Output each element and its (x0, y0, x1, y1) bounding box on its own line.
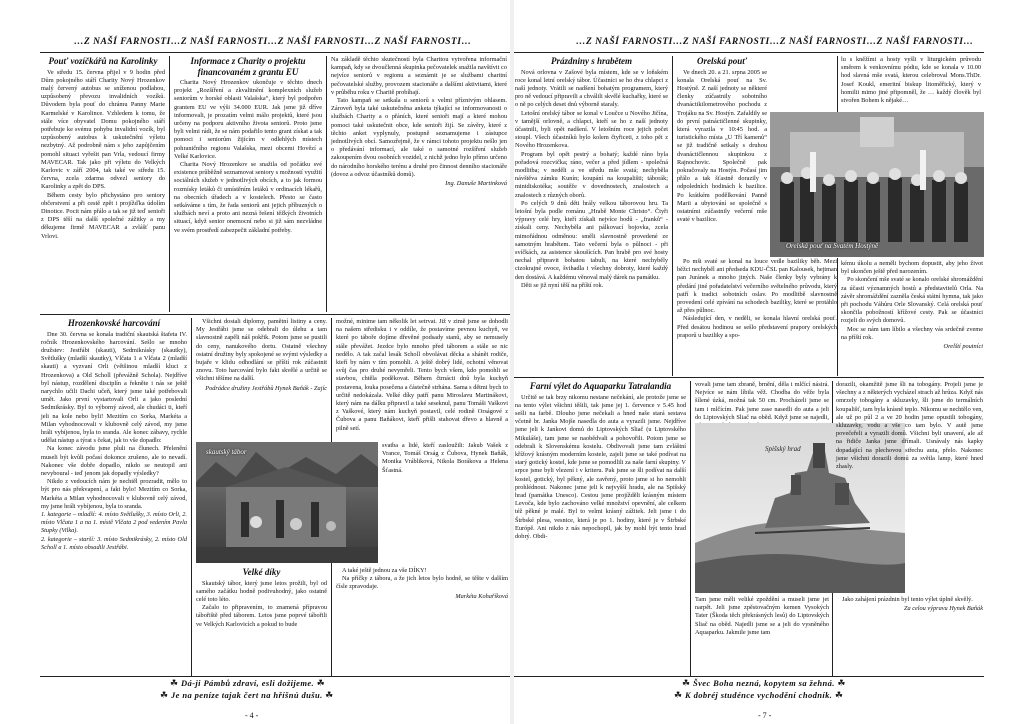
paragraph: A také ještě jednou za vše DÍKY! (342, 567, 427, 574)
article-harcovani-continued (196, 318, 327, 438)
paragraph: Tato kampaň se setkala u seniorů s velmi příznivým ohlasem. Zároveň byla také uskutečněna anketa týkající se informovanosti o službách Charity a o přáních, které senioři mají a které mohou pomoci také uskutečnit obce, kde senioři žijí. Se závěry, které z těchto anket vyplynuly, postupně seznamujeme i zástupce jednotlivých obcí. Samozřejmě, že v rámci tohoto projektu nešlo jen o předávání informací, ale také o samotné rozšíření služeb zakoupením dvou osobních vozidel, z nichž jedno bylo přímo určeno do národního horského terénu a druhé pro činnost denního stacionáře (dovoz a odvoz účastníků domů). (331, 97, 507, 178)
footer-proverb: ☘ K dobréj studénce vychodění chodník. ☘ (674, 690, 844, 700)
column-divider (169, 56, 170, 312)
column-divider (690, 381, 691, 676)
paragraph: Po mši svaté se konal na louce vedle baziliky běh. Mezi běžci nechyběl ani předseda KDU-ČSL pan Kalousek, hejtman pan Juránek a mnoho jiných. Naše členky byly vybrány k předání jiné pořadatelství večerního světelného průvodu, který patří k tradici sobotních oslav. Po modlitbě slavnostně provedení celé zpívání na schodech baziliky, které se protáhlo až přes půlnoc. (677, 258, 837, 315)
right-page (512, 0, 1024, 724)
paragraph: Charita Nový Hrozenkov se snažila od počátku své existence průběžně seznamovat seniory s možností využití sociálních služeb v jednotlivých obcích, a to jak formou rozmísky letáků či umístěním letáků v ordinacích lékařů, na obecních úřadech a v kostelech. Přesto se často setkáváme s tím, že řada seniorů ani jejich příbuzných o službách neví a proto ani nezná řešení těžkých životních situací, když senior onemocní nebo si již sám nezvládne ve svém prostředí zabezpečit základní potřeby. (174, 161, 322, 234)
clover-icon: ☘ (170, 678, 179, 688)
article-title: Prázdniny s hrabětem (550, 56, 632, 66)
header-rule (514, 52, 984, 53)
photo-image (196, 442, 378, 563)
column-divider (326, 56, 327, 312)
paragraph: Program byl opět pestrý a bohatý; každé ráno byla pořadová rozcvička; ráno, večer a před jídlem - společná modlitba; v neděli a ve středu mše svatá; nechyběla návštěva zámku Kunín; koupání na koupališti; táborák; minidiskotéka; soutěže v dovednostech, znalostech a znalostech z různých oborů. (515, 150, 668, 199)
paragraph: Určitě se tak brzy nikomu nestane nečekání, ale protože jsme se na tento výlet všichni těšili, tak jsme jej 1. července v 5.45 hod sešli na farbě. Dlouho jsme nečekali a hned naše stará sestava včetně br. Janka Mojše nasedla do auta a vyrazili jsme. Nejdříve jsme jeli k Jankovi domů do Liptovských Sliač (u Liptovského Mikuláše), tam jsme se naobědvali a pohovořili. Potom jsme se odebrali k Slovenskému kostelu. Obdivovali jsme tam zvláštní křížový krásným moderním kostele, zajeli jsme se také podívat na starý gotický kostel, kde jsme se pomodlili za naše farní skupiny. V srpce jsme byli vlezení i v kriteru. Pak jsme se šli podívat na další kostel, gotický, byl pěkný, ale zavřený, proto jsme si ho nemohli prohlédnout. Nakonec jsme jeli k nejvyšší hradu, ale na Spišský hrad (památka Unesco). Cestou jsme projížděli krásným místem Levoča, kde bylo zachováno velké množství opevnění, ale celkem též pěkné je malé. Byl to velmi krásný zážitek. Jeli jsme i do Štrbské plesa, vesnice, která je po 1. hodiny, které je v Štrbské Európě. Ani nikdo z nás nepochopil, jak by mohl být tento hrad dobrý. Obdi- (515, 393, 686, 540)
article-title: Velké díky (242, 567, 281, 577)
clover-icon: ☘ (837, 678, 846, 688)
photo-skautsky-tabor (196, 442, 378, 563)
article-farni-continued (695, 381, 829, 421)
article-orelska-continued (841, 56, 981, 112)
footer-proverb: ☘ Švec Boha nezná, kopytem sa žehná. ☘ (682, 678, 846, 688)
article-velke-diky (196, 567, 327, 675)
page-number: - 7 - (758, 711, 772, 720)
photo-caption: Orelská pouť na Svatém Hostýně (786, 242, 879, 250)
header-rule (40, 52, 510, 53)
column-divider (837, 258, 838, 376)
paragraph: Na konec závodu jsme pluli na člunech. Přelenění museli být kvůli počasí dokonce zrušeno, ale to nevadí. Nakonec vše dobře dopadlo, nikdo se neutopil ani nevyboural - teď jenom jak dopadly výsledky? (41, 445, 187, 477)
paragraph: Skautský tábor, který jsme letos prožili, byl od samého začátku hodně podivuhodný, jako ostatně celé toto léto. (196, 579, 327, 603)
footer-proverb: ☘ Je na peníze tajak čert na hříšnú dušu. ☘ (160, 690, 334, 700)
article-pout (41, 56, 165, 314)
article-farni-bottom (695, 596, 829, 675)
paragraph: možné, minime tam několik let setrvat. Již v zimě jsme se dohodli na našem středisku i v oddíle, že postavíme pevnou kuchyň, ve které po táboře dojíme dřevěné podsady stanů, aby se nemusely stále převážet. Jezdce bylo mnoho před táborem a stále se nic nedělo. A tak začal lesák Scholl obvolávat děcka a shánět rodiče, kteří by nám v tím pomohli. A ještě dobrý lidé, ochotní věnovat svůj čas pro druhé nevymřeli. Tento bych všem, kdo pomohli se stavbou, chtěla poděkovat. Během čtrnácti dnů byla kuchyň postavena, louka posečena a částečně strhána. Sama s dětmi bych to určitě nedokázala. Velké díky patří panu Miroslavu Martinákovi, který nám na dálku připravil a také seseknul, panu Tomáši Vaškovi z Vaškové, který nám kuchyň postavil, celé rodině Orságové z Čubova a panu Baňákovi, kteří přišli stahovat dřevo a hlavně a pilně setí. (336, 318, 508, 432)
article-tabor-beside-photo (382, 442, 508, 564)
article-tabor (336, 318, 508, 440)
paragraph: Ve středu 15. června přijel v 9 hodin před Dům pokojného stáří Charity Nový Hrozenkov malý červený autobus se sníženou podlahou, uzpůsobený převozu invalidních vozíků. Důvodem byla pouť do chrámu Panny Marie Karmelské v Karolince. Vzhledem k tomu, že stále více obyvatel Domu pokojného stáří potřebuje ke svému pohybu invalidní vozík, byl uzpůsobený autobus k uskutečnění výletu nezbytný. Až podrobně nám s jeho zapůjčením pomohl situaci vyřešit pan Vrla, vedoucí firmy MAVECAR. Tak jako při výletu do Velkých Karlovic v září 2004, tak také ve středu 15. června, zcela zdarma odvezl seniory do Karolinky a zpět do DPS. (41, 68, 165, 191)
clover-icon: ☘ (316, 678, 326, 688)
article-title: Hrozenkovské harcování (67, 318, 161, 328)
article-informace (174, 56, 322, 314)
paragraph: Po celých 9 dnů děti hrály velkou táborovou hru. Ta letošní byla podle románu „Hrabě Monte Christo“. Čtyři výpravy celé hry, kteří získali nejvíce bodů - „franků“ - získali ceny. Nechyběla ani pálkovací bojovka, zcela mimořádnou odměnou: směli slavnostně provedené ze samotným hrabětem. Tato večerní byla o půlnoci - při svíčkách, za asistence skoušících. Pan hrabě pro své hosty nechal připravit bohatou tabuli, na které nechyběly cizokrajné ovoce, švihadla i všechny dobroty, které každý den dostává. A každému věnoval malý dárek na památku. (515, 199, 668, 281)
article-farni-right (836, 381, 983, 471)
page-header: …Z NAŠÍ FARNOSTI…Z NAŠÍ FARNOSTI…Z NAŠÍ FARNOSTI…Z NAŠÍ FARNOSTI… (576, 37, 974, 47)
paragraph: 1. kategorie – mladší: 4. místo Světlušky, 3. místo Orli, 2. místo Vlčata 1 a na 1. místě Vlčata 2 pod vedením Pavla Stupky (Vilka). (41, 510, 187, 535)
article-title: Pouť vozíčkářů na Karolinky (48, 56, 158, 66)
article-harcovani (41, 318, 187, 674)
paragraph: Jako zahájení prázdnin byl tento výlet úplně skvělý. (842, 596, 973, 603)
article-farni-right-narrow (908, 423, 983, 595)
paragraph: svatba a lidé, kteří zasloužili: Jakub Vašek z Vrance, Tomáš Orság z Čubova, Hynek Baňák, Monika Vrábliková, Nikola Borákova a Helena Šťastná. (382, 442, 508, 474)
footer-proverb: ☘ Dá-ji Pámbů zdraví, esli dožijeme. ☘ (170, 678, 326, 688)
clover-icon: ☘ (834, 690, 844, 700)
article-informace-continued (331, 56, 507, 314)
photo-image (770, 112, 984, 257)
paragraph: Následující den, v neděli, se konala hlavní orelská pouť. Před desátou hodinou se sešlo představení prapory orelských praporů u baziliky a spo- (677, 315, 837, 339)
column-divider (672, 56, 673, 376)
page-number: - 4 - (245, 711, 259, 720)
paragraph: kému úkolu a neměli bychom dopustit, aby jeho život byl ukončen ještě před narozením. (841, 260, 983, 276)
signature: Markéta Kohaříková (455, 592, 508, 600)
signature: Ing. Danuše Martinková (445, 180, 507, 188)
clover-icon: ☘ (160, 690, 169, 700)
paragraph: Během cesty bylo přichystáno pro seniory občerstvení a při cestě zpět i projížďka údolím Dinotice. Pocit nám přálo a tak se již teď senioři z DPS těší na další společné zážitky a my děkujeme firmě MAVECAR a zvlášť panu Vrlovi. (41, 191, 165, 240)
paragraph: Dne 30. června se konala tradiční skautská štafeta IV. ročník Hrozenkovského harcování. Sešlo se mnoho družstev: Jestřábi (skauti), Sedmikrásky (skautky), Světlušky (mladší skautky), Vlčata 1 a Vlčata 2 (mladší skauti) a vyzvaní Orli (většinou mladší kluci z Hrozenkova) a Old Scholl (převážně Schola). Nejdříve byl nástup, rozdělení disciplín a řekněte i nás se ještě narychlo učili Dachi učeň, který jsme také potřebovali umět. Jako první vystartovali Orli a jako poslední Sedmikrásky. Byl to výborný závod, ale chudáci ti, kteří jeli na kole nebo byli! Mezitím co Sorka, Markéta a Milan vyhodnocovali v klubovně celý závod, my jsme hráli vybíjenou, byla to sranda. Ale konec zábavy, rychle udělat nástup a týrat s čekat, jak to vše dopadlo: (41, 330, 187, 445)
photo-caption: Spišský hrad (765, 445, 801, 453)
paragraph: Ve dnech 20. a 21. srpna 2005 se konala Orelská pouť na Sv. Hostýně. Z naší jednoty se některé členky zúčastnily sobotního dvanáctikilometrového pochodu z Trojáku na Sv. Hostýn. Zafaldily se do první patnáctičlenné skupinky, která vyrazila v 10:45 hod. a turistického místa „U Tří kamenů“ se již tradičně setkaly s druhou dvanáctičlennou skupinkou z Rajnochovic. Společně pak pokračovaly na Hostýn. Počasí jim přálo a tak šťastně dorazily v odpoledních hodinách k bazilice. Po krátkém podělkování Panně Marii a ubytování se společně s ostatními zúčastnily večerní mše svaté v bazilice. (677, 68, 767, 224)
paragraph: Charita Nový Hrozenkov ukončuje v těchto dnech projekt „Rozšíření a zkvalitnění komplexních služeb seniorům v horské oblasti Valašska“, který byl podpořen grantem EU ve výši 34.000 EUR. Jak jsme již dříve informovali, je prozatím velmi málo projektů, které jsou určeny na podporu aktivního života seniorů. Proto jsme byli velmi rádi, že se nám podařilo tento grant získat a tak pomoci i seniorům žijícím v odlehlých místech pohraničního regionu Valašska, mezi obcemi Hovězí a Velké Karlovice. (174, 79, 322, 160)
paragraph: Letošní orelský tábor se konal v Loučce u Nového Jičína, v tamější orlovně, a chlapci, kteří se ho z naší jednoty účastnili, byli opět nadšení. V letošním roce jejich počet stoupl. Všech účastníků bylo kolem čtyřiceti, z toho pět z Nového Hrozenkova. (515, 109, 668, 150)
article-title: Farní výlet do Aquaparku Tatralandia (529, 381, 672, 391)
article-title: Orelská pouť (696, 56, 748, 66)
paragraph: Začalo to připravením, to znamená přípravou tábořiště před táborem. Letos jsme poprvé tábořili ve Velkých Karlovicích a pokud to bude (196, 604, 327, 628)
article-title: Informace z Charity o projektu financovaném z grantu EU (190, 56, 306, 77)
article-prazdniny (515, 56, 668, 376)
photo-orelska-pout (770, 112, 984, 257)
paragraph: lu s kněžími a hosty vyšli v liturgickém průvodu směrem k venkovnímu pódiu, kde se konala v 10.00 hod slavná mše svatá, kterou celebroval Mons.ThDr. Josef Koukl, emeritní biskup litoměřický, který v homilii mimo jiné připomněl, že … každý člověk byl stvořen Bohem k nějaké… (841, 56, 981, 105)
article-farni-right-end (836, 596, 983, 675)
article-orelska-end (841, 260, 983, 376)
paragraph: dorazili, okamžitě jsme šli na tobogány. Projeli jsme je všechny a z některých vycházel strach až hrůza. Když nás omrzely tobogány a skluzavky, šli jsme do termálních koupališť, tam byla krásně teplo. Nikomu se nechtělo ven, ale už po půl 2 a ve 20 hodin jsme opustili tobogány, skluzavky, vodu a vše co tam bylo. V autě jsme povečeřeli a vyrazili domů. Všichni byli unavení, ale až na řidiče Janka jsme dřímali. Usnávaly nás kapky dopadající na plechovou střechu auta, přelo. Nakonec jsme všichni dorazili domů za světla lamp, které hned zhasly. (836, 381, 983, 471)
paragraph: vovali jsme tam zbraně, brnění, děla i mlčící násirá. Nejvíce se nám líbila věž. Chodba do věže byla šílené úzká, možná tak 50 cm. Procházeli jsme se tam i mlčícím. Pak jsme zase nasedli do auta a jeli do Liptovských Sliač na oběd. Když jsme se najedli, (695, 381, 829, 421)
paragraph: Nová orlovna v Zašové byla místem, kde se v loňském roce konal letní orelský tábor. Účastníci se ho dva chlapci z naší jednoty. Vrátili se nadšení bohatým programem, který pro ně vedoucí připravili a chválili skvělé kuchařky, které se o ně po celých deset dnů výborně staraly. (515, 68, 668, 109)
article-orelska-bottom (677, 258, 837, 376)
column-divider (191, 318, 192, 676)
signature: Za celou výpravu Hynek Baňák (903, 605, 983, 613)
article-farni-vylet (515, 381, 686, 675)
paragraph: Nikdo z vedoucích nám je nechtěl prozradit, mělo to být pro nás překvapení, a fakt bylo! Mezitím co Sorka, Markéta a Milan vyhodnocovali v klubovně celý závod, my jsme hráli vybíjenou, byla to sranda. (41, 478, 187, 510)
article-orelska (677, 56, 767, 256)
paragraph: Všichni dostali diplomy, pamětní listiny a ceny. My Jestřábi jsme se odebrali do úlehu a tam slavnostně zapěli náš pokřik. Potom jsme se pustili do ceny, nanukového dortu. Ostatně všechny ostatní družiny byly spokojené se svými výsledky a bujaře v klidu odhodlání se příští rok zúčastnit znovu. Toto harcování bylo fakt skvělé a určitě se všichni těšíme na další. (196, 318, 327, 383)
signature: Podrádce družiny Jestřábů Hynek Baňák - Zajíc (205, 384, 327, 392)
paragraph: Moc se nám tam líbilo a všechny vás srdečně zveme na příští rok. (841, 325, 983, 341)
paragraph: Děti se již nyní těší na příští rok. (521, 281, 604, 289)
photo-caption: skautský tábor (206, 448, 247, 456)
footer-rule (40, 676, 510, 677)
paragraph: 2. kategorie – starší: 3. místo Sedmikrásky, 2. místo Old Scholl a 1. místo obsadili Jestřábi. (41, 535, 187, 551)
clover-icon: ☘ (674, 690, 683, 700)
signature: Orelští poutníci (943, 343, 983, 351)
paragraph: Tam jsme měli veliké zpoždění a museli jsme jet narpět. Jeli jsme zpěstovačným kemen Vysokých Tater (Škoda těch překrásných lesů) do Liptovských Sliač na oběd. Najedli jsme se a jeli do vysněného Aquaparku. Jakmile jsme tam (695, 596, 829, 636)
section-rule (514, 377, 984, 378)
article-tabor-end (336, 567, 508, 675)
paragraph: Na základě těchto skutečností byla Charitou vytvořena informační kampaň, kdy se dvoučlenná skupinka pečovatelek snažila navštívit co nejvíce seniorů v regionu a seznámit je se službami charitní pečovatelské služby, provozem stacionáře a dalšími aktivitami, které v průběhu roku v Charitě probíhají. (331, 56, 507, 96)
paragraph: Na příčky z tábora, a že jich letos bylo hodně, se těšte v dalším čísle zpravodaje. (336, 575, 508, 591)
footer-rule (514, 676, 984, 677)
paragraph: Po skončení mše svaté se konalo orelské shromáždění za účasti významných hostů a představitelů Orla. Na závěr shromáždění zazněla česká státní hymna, tak jako při pochodu Váhůru Orle Slovanský. Celá orelská pouť skončila pobožností křížové cesty. Pak se účastníci rozjeli do svých domovů. (841, 276, 983, 325)
clover-icon: ☘ (325, 690, 334, 700)
section-rule (40, 314, 510, 315)
clover-icon: ☘ (682, 678, 691, 688)
page-header: …Z NAŠÍ FARNOSTI…Z NAŠÍ FARNOSTI…Z NAŠÍ FARNOSTI…Z NAŠÍ FARNOSTI… (74, 37, 472, 47)
